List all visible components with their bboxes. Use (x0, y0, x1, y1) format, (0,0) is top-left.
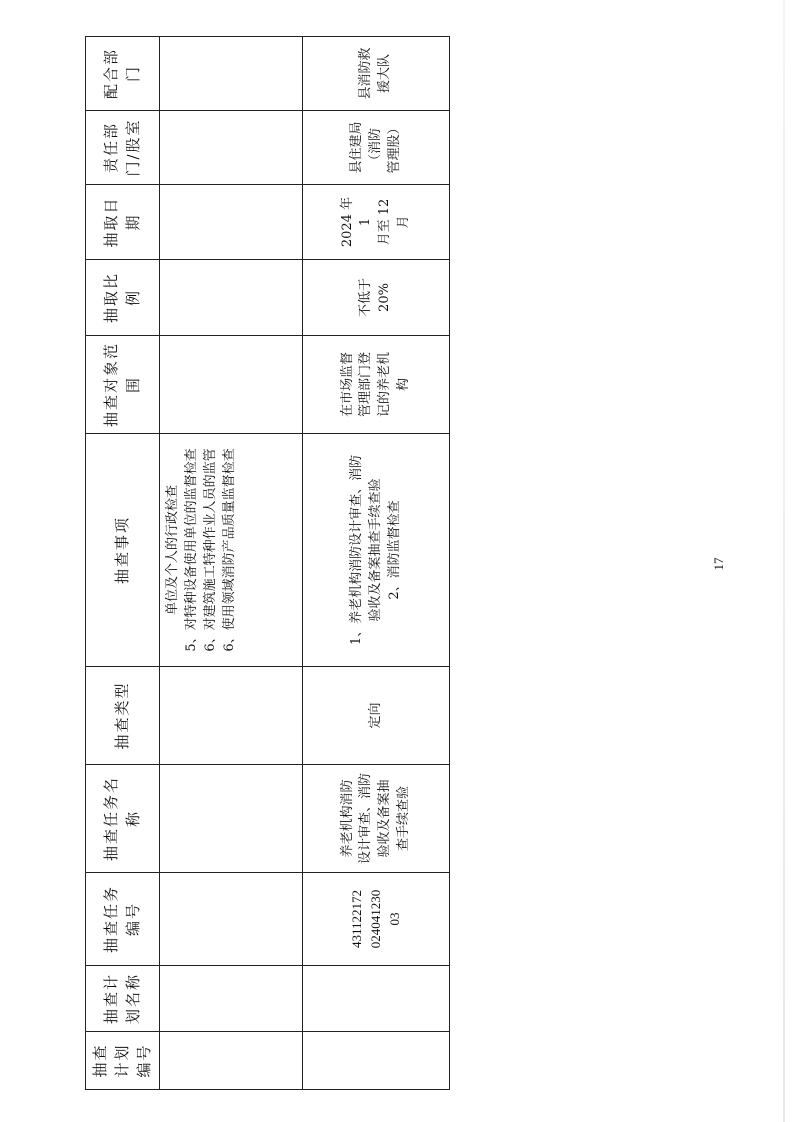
task-no-line: 431122172 (348, 889, 364, 949)
coop-line: 援大队 (377, 54, 393, 94)
header-plan-no: 抽查计划编号 (86, 1032, 160, 1090)
header-row (86, 37, 160, 1090)
dept-line: 县住建局 (348, 121, 364, 174)
header-task-no: 抽查任务编号 (86, 873, 160, 966)
header-scope: 抽查对象范围 (86, 336, 160, 434)
scope-line: 在市场监督 (339, 352, 355, 418)
task-name-line: 验收及备案抽 (377, 779, 393, 858)
ratio-line: 不低于 (358, 278, 374, 318)
row1-dept (160, 111, 303, 185)
row1-ratio (160, 260, 303, 336)
inspection-table (85, 36, 450, 1090)
row2-ratio (303, 260, 450, 336)
row2-task-no (303, 873, 450, 966)
task-no-line: 024041230 (367, 889, 383, 949)
header-date: 抽取日期 (86, 185, 160, 260)
task-name-line: 查手续查验 (396, 786, 412, 852)
header-items: 抽查事项 (86, 434, 160, 667)
task-name-line: 设计审查、消防 (358, 773, 374, 865)
row1-item-line: 6、对建筑施工特种作业人员的监管 (202, 448, 218, 652)
row2-dept (303, 111, 450, 185)
row1-task-name (160, 765, 303, 873)
row1-scope (160, 336, 303, 434)
row2-scope (303, 336, 450, 434)
row1-task-no (160, 873, 303, 966)
row2-task-name (303, 765, 450, 873)
dept-line: （消防 (367, 128, 383, 168)
header-ratio: 抽取比例 (86, 260, 160, 336)
row1-plan-no (160, 1032, 303, 1090)
header-type: 抽查类型 (86, 667, 160, 765)
table-row (160, 37, 303, 1090)
row2-type: 定向 (303, 667, 450, 765)
row1-items (160, 434, 303, 667)
row1-date (160, 185, 303, 260)
header-plan-name: 抽查计划名称 (86, 966, 160, 1032)
date-line: 月至 12 月 (377, 198, 412, 246)
task-no-line: 03 (386, 912, 402, 926)
row1-coop (160, 37, 303, 111)
row1-plan-name (160, 966, 303, 1032)
landscape-table-wrapper (85, 37, 427, 1090)
dept-line: 管理股） (386, 121, 402, 174)
row1-item-line: 5、对特种设备使用单位的监督检查 (184, 448, 200, 652)
row1-item-line: 6、使用领域消防产品质量监督检查 (221, 448, 237, 652)
row2-item-line: 验收及备案抽查手续查验 (367, 478, 383, 622)
table-row (303, 37, 450, 1090)
row2-plan-no (303, 1032, 450, 1090)
coop-line: 县消防救 (358, 47, 374, 100)
row2-date (303, 185, 450, 260)
row2-plan-name (303, 966, 450, 1032)
task-name-line: 养老机构消防 (339, 779, 355, 858)
row2-coop (303, 37, 450, 111)
header-dept: 责任部门/股室 (86, 111, 160, 185)
row2-item-line: 1、养老机构消防设计审查、消防 (348, 454, 364, 646)
scan-edge (783, 0, 785, 1122)
scope-line: 管理部门登 (358, 352, 374, 418)
scope-line: 构 (396, 378, 412, 392)
scope-line: 记的养老机 (377, 352, 393, 418)
row1-item-line: 单位及个人的行政检查 (165, 485, 181, 616)
rotated-table-container (85, 37, 427, 1090)
row2-items (303, 434, 450, 667)
date-line: 2024 年 1 (339, 196, 374, 248)
row1-type (160, 667, 303, 765)
header-coop: 配合部门 (86, 37, 160, 111)
ratio-line: 20% (377, 283, 393, 312)
header-task-name: 抽查任务名称 (86, 765, 160, 873)
page-number: 17 (711, 557, 726, 571)
row2-item-line: 2、消防监督检查 (386, 500, 402, 600)
